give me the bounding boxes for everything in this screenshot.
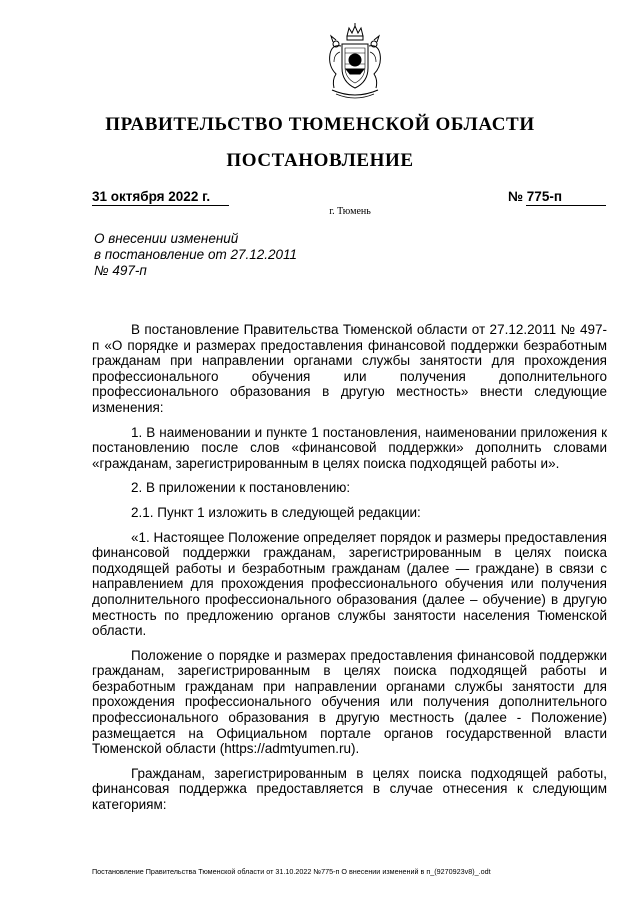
coat-of-arms-icon (314, 22, 396, 104)
document-footer: Постановление Правительства Тюменской области от 31.10.2022 №775-п О внесении изменений в п_(9270923v8)_.odt (92, 867, 491, 876)
document-body (92, 322, 607, 822)
subject-line: № 497-п (94, 263, 147, 278)
subject-line: О внесении изменений (94, 231, 239, 246)
body-paragraph: «1. Настоящее Положение определяет порядок и размеры предоставления финансовой поддержки гражданам, зарегистрированным в целях поиска подходящей работы и безработным гражданам (далее — граждане) в связи с направлением для прохождения профессионального обучения или получения дополнительного профессионального образования (далее – обучение) в другую местность по предложению органов службы занятости населения Тюменской области. (92, 529, 607, 639)
body-paragraph: Гражданам, зарегистрированным в целях поиска подходящей работы, финансовая поддержка предоставляется в случае отнесения к следующим категориям: (92, 765, 607, 813)
body-paragraph: 1. В наименовании и пункте 1 постановления, наименовании приложения к постановлению после слов «финансовой поддержки» дополнить словами «гражданам, зарегистрированным в целях поиска подходящей работы и». (92, 424, 607, 471)
document-subject (94, 231, 297, 279)
document-date: 31 октября 2022 г. (92, 189, 211, 204)
body-paragraph: В постановление Правительства Тюменской области от 27.12.2011 № 497-п «О порядке и размерах предоставления финансовой поддержки безработным гражданам при направлении органами службы занятости для прохождения профессионального обучения или получения дополнительного профессионального образования в другую местность» внести следующие изменения: (92, 322, 607, 415)
body-paragraph: 2. В приложении к постановлению: (131, 480, 351, 496)
organization-title: ПРАВИТЕЛЬСТВО ТЮМЕНСКОЙ ОБЛАСТИ (105, 114, 535, 135)
document-city: г. Тюмень (329, 206, 371, 217)
body-paragraph: 2.1. Пункт 1 изложить в следующей редакции: (131, 504, 421, 520)
body-paragraph: Положение о порядке и размерах предоставления финансовой поддержки гражданам, зарегистрированным в целях поиска подходящей работы и безработным гражданам при направлении органами службы занятости для прохождения профессионального обучения или получения дополнительного профессионального образования в другую местность (далее - Положение) размещается на Официальном портале органов государственной власти Тюменской области (https://admtyumen.ru). (92, 647, 607, 757)
document-number: № 775-п (508, 189, 562, 204)
subject-line: в постановление от 27.12.2011 (94, 247, 298, 262)
document-type-title: ПОСТАНОВЛЕНИЕ (226, 150, 414, 171)
